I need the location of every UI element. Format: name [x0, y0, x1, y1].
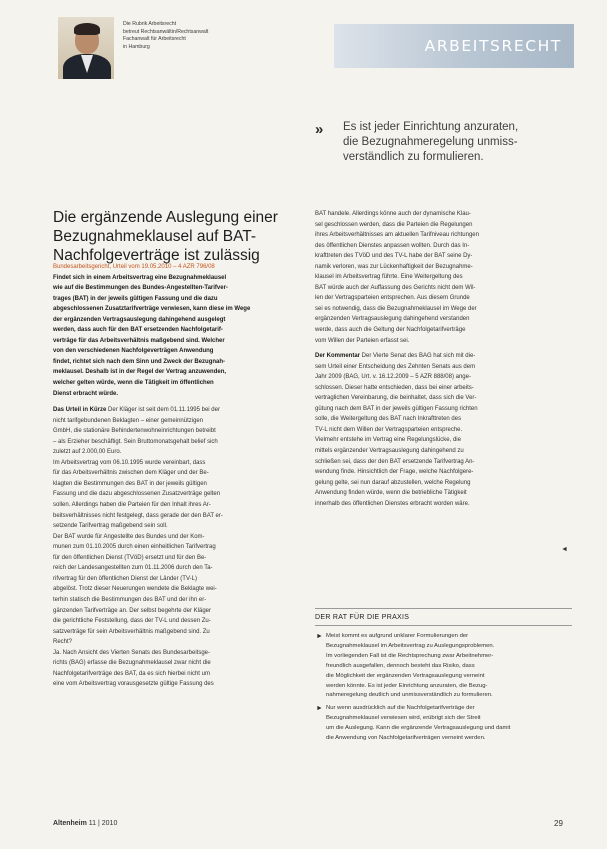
page-number: 29 [554, 819, 563, 828]
article-title [53, 208, 315, 265]
pull-quote-line: verständlich zu formulieren. [343, 151, 484, 163]
body-line: krafttreten des TVöD und des TV-L habe der BAT seine Dy- [315, 253, 473, 260]
body-line: ihres Arbeitsverhältnisses am aktuellen Tarifniveau richtungen [315, 232, 479, 239]
author-photo [58, 17, 114, 79]
comment-line: mittels ergänzender Vertragsauslegung dahingehend zu [315, 448, 464, 455]
facts-line: Nachfolgetarifverträge des BAT, da es sich hierbei nicht um [53, 670, 210, 677]
comment-line: Jahr 2009 (BAG, Urt. v. 16.12.2009 – 5 AZR 888/08) ange- [315, 374, 471, 381]
facts-label: Das Urteil in Kürze [53, 407, 107, 414]
praxis-line: Nur wenn ausdrücklich auf die Nachfolgetarifverträge der [326, 705, 475, 712]
quote-marker-icon: » [315, 121, 324, 138]
facts-line: richts (BAG) erfasse die Bezugnahmeklausel zwar nicht die [53, 660, 211, 667]
body-line: ergänzenden Vertragsauslegung dahingehend verstanden [315, 316, 470, 323]
comment-line: wendung finde. Hinsichtlich der Frage, welche Nachfolgere- [315, 469, 474, 476]
facts-line: reich der Landesangestellten zum 01.11.2006 durch den Ta- [53, 565, 213, 572]
comment-line: schlossen. Dieser hatte entschieden, dass bei einer arbeits- [315, 384, 474, 391]
summary-line: von den verschiedenen Nachfolgeverträgen Anwendung [53, 348, 214, 355]
facts-line: eine vom Arbeitsvertrag vorausgesetzte gültige Fassung des [53, 681, 214, 688]
section-banner [334, 24, 574, 68]
comment-label: Der Kommentar [315, 353, 361, 360]
comment-line: schließen sei, dass der den BAT ersetzende Tarifvertrag An- [315, 458, 475, 465]
facts-line: munen zum 01.10.2005 durch einen einheitlichen Tarifvertrag [53, 544, 216, 551]
author-line: Die Rubrik Arbeitsrecht [123, 21, 177, 27]
facts-line: GmbH, die stationäre Behindertenwohneinrichtungen betreibt [53, 428, 216, 435]
body-line: vom Willen der Parteien erfasst sei. [315, 337, 410, 344]
body-line: des öffentlichen Dienstes anpassen wollten. Durch das In- [315, 242, 470, 249]
section-title: ARBEITSRECHT [424, 37, 562, 55]
facts-line: sollen. Allerdings haben die Parteien für den Inhalt ihres Ar- [53, 502, 211, 509]
facts-line: abgelöst. Trotz dieser Neuerungen wendete die Beklagte wei- [53, 586, 217, 593]
comment-line: gütung nach dem BAT in der jeweils gültigen Fassung richten [315, 405, 478, 412]
praxis-top-divider [315, 608, 572, 609]
facts-line: rifvertrag für den öffentlichen Dienst der Länder (TV-L) [53, 575, 197, 582]
summary-line: findet, richtet sich nach dem Sinn und Zweck der Bezugnah- [53, 358, 226, 365]
facts-line: für das Arbeitsverhältnis zwischen dem Kläger und der Be- [53, 470, 209, 477]
facts-line: – als Erzieher beschäftigt. Sein Bruttomonatsgehalt belief sich [53, 438, 218, 445]
body-line: namik verloren, was zur Lückenhaftigkeit der Bezugnahme- [315, 263, 473, 270]
summary [53, 273, 299, 400]
body-line: len der Vertragsparteien entsprechen. Aus diesem Grunde [315, 295, 470, 302]
facts-line: terhin statisch die Bestimmungen des BAT und der ihn er- [53, 596, 207, 603]
summary-line: trages (BAT) in der jeweils gültigen Fassung und die dazu [53, 295, 218, 302]
footer-issue [53, 820, 117, 827]
summary-line: verträge für das Arbeitsverhältnis maßgebend sind. Welcher [53, 337, 225, 344]
praxis-heading-divider [315, 625, 572, 626]
comment-line: gelung gelte, sei nun darauf abzustellen, welche Regelung [315, 479, 471, 486]
praxis-item [315, 632, 572, 701]
title-line: Bezugnahmeklausel auf BAT- [53, 228, 257, 245]
body-line: werde, dass auch die Geltung der Nachfolgetarifverträge [315, 327, 466, 334]
right-column [315, 209, 572, 509]
body-line: sel geschlossen werden, dass die Parteien die Regelungen [315, 221, 473, 228]
author-info [123, 21, 218, 51]
body-line: klausel im Arbeitsvertrag führte. Eine Weitergeltung des [315, 274, 463, 281]
facts-line: satzverträge für sein Arbeitsverhältnis maßgebend sind. Zu [53, 628, 210, 635]
facts-line: Ja. Nach Ansicht des Vierten Senats des Bundesarbeitsge- [53, 649, 210, 656]
issue-number: 11 | 2010 [86, 820, 118, 827]
facts-line: Der BAT wurde für Angestellte des Bundes und der Kom- [53, 533, 205, 540]
body-line: sei es notwendig, dass die Bezugnahmeklausel im Wege der [315, 305, 477, 312]
facts-line: gänzenden Tarifverträge an. Der selbst begehrte der Kläger [53, 607, 211, 614]
summary-line: werden, dass auch für den BAT ersetzenden Nachfolgetarif- [53, 327, 223, 334]
summary-line: abgeschlossenen Zusatztarifverträge verwiesen, kann diese im Wege [53, 306, 251, 313]
comment-paragraph [315, 351, 572, 509]
pull-quote-line: die Bezugnahmeregelung unmiss- [343, 136, 518, 148]
left-column [53, 262, 299, 690]
body-line: BAT würde auch der Auffassung des Gerichts nicht dem Wil- [315, 284, 476, 291]
facts-line: setzende Tarifvertrag maßgebend sein soll. [53, 523, 168, 530]
title-line: Nachfolgeverträge ist zulässig [53, 247, 260, 264]
pull-quote-line: Es ist jeder Einrichtung anzuraten, [343, 121, 519, 133]
bullet-arrow-icon: ► [316, 705, 323, 713]
praxis-line: Im vorliegenden Fall ist die Rechtsprechung zwar Arbeitnehmer- [326, 652, 494, 659]
continuation-paragraph [315, 209, 572, 346]
facts-line: klagten die Bestimmungen des BAT in der jeweils gültigen [53, 480, 207, 487]
magazine-name: Altenheim [53, 820, 87, 827]
praxis-line: Meist kommt es aufgrund unklarer Formulierungen der [326, 633, 469, 639]
facts-line: die gerichtliche Feststellung, dass der TV-L und dessen Zu- [53, 618, 211, 625]
comment-line: Der Kommentar Der Vierte Senat des BAG hat sich mit die- [315, 353, 476, 360]
author-line: in Hamburg [123, 43, 150, 50]
comment-line: Anwendung finden würde, wenn die betriebliche Tätigkeit [315, 490, 467, 497]
facts-line: für den öffentlichen Dienst (TVöD) ersetzt und für den Be- [53, 554, 207, 561]
body-line: BAT handele. Allerdings könne auch der dynamische Klau- [315, 211, 471, 217]
author-line: Fachanwalt für Arbeitsrecht [123, 36, 186, 43]
praxis-line: um die Auslegung. Kann die ergänzende Vertragsauslegung und damit [326, 725, 511, 732]
bullet-arrow-icon: ► [316, 633, 323, 640]
comment-line: innerhalb des öffentlichen Dienstes erbracht worden wäre. [315, 500, 470, 507]
author-line: betreut Rechtsanwältin/Rechtsanwalt [123, 28, 209, 35]
article-end-icon: ◄ [561, 546, 568, 553]
facts-paragraph [53, 405, 299, 690]
summary-line: welcher gelten würde, wenn die Tätigkeit im öffentlichen [53, 380, 214, 387]
facts-line: Fassung und die dazu abgeschlossenen Zusatzverträge gelten [53, 491, 221, 498]
praxis-line: werden könnte. Es ist jeder Einrichtung anzuraten, die Bezug- [326, 682, 488, 689]
praxis-line: die Möglichkeit der ergänzenden Vertragsauslegung verneint [326, 672, 485, 679]
comment-line: vertraglichen Vereinbarung, die beinhaltet, dass sich die Ver- [315, 395, 477, 402]
summary-line: Dienst erbracht würde. [53, 390, 119, 397]
praxis-line: die Anwendung von Nachfolgetarifverträgen verneint werden. [326, 735, 486, 742]
facts-line: Recht? [53, 639, 73, 646]
facts-line: nicht tarifgebundenen Beklagten – einer gemeinnützigen [53, 417, 204, 424]
praxis-line: Bezugnahmeklausel verwiesen wird, erübrigt sich der Streit [326, 715, 481, 722]
comment-line: TV-L nicht dem Willen der Vertragsparteien entspreche. [315, 426, 463, 433]
pull-quote [343, 120, 573, 165]
summary-line: der ergänzenden Vertragsauslegung dahingehend ausgelegt [53, 316, 226, 323]
summary-line: Findet sich in einem Arbeitsvertrag eine Bezugnahmeklausel [53, 274, 227, 281]
praxis-line: freundlich ausgefallen, dennoch besteht das Risiko, dass [326, 662, 475, 669]
comment-line: solle, die Weitergeltung des BAT nach Inkrafttreten des [315, 416, 462, 423]
facts-line: zuletzt auf 2.000,00 Euro. [53, 449, 122, 456]
title-line: Die ergänzende Auslegung einer [53, 209, 278, 226]
praxis-heading: DER RAT FÜR DIE PRAXIS [315, 614, 410, 621]
comment-line: Vielmehr entstehe im Vertrag eine Regelungslücke, die [315, 437, 461, 444]
court-reference: Bundesarbeitsgericht, Urteil vom 19.05.2010 – 4 AZR 796/08 [53, 264, 215, 270]
facts-line: beitsverhältnisses nicht festgelegt, dass gerade der den BAT er- [53, 512, 223, 519]
praxis-item [315, 704, 572, 744]
praxis-line: Bezugnahmeklausel im Arbeitsvertrag zu Auslegungsproblemen. [326, 642, 495, 649]
facts-line: Das Urteil in Kürze Der Kläger ist seit dem 01.11.1995 bei der [53, 407, 220, 414]
facts-line: Im Arbeitsvertrag vom 06.10.1995 wurde vereinbart, dass [53, 459, 206, 466]
summary-line: meklausel. Deshalb ist in der Regel der Vertrag anzuwenden, [53, 369, 227, 376]
praxis-box [315, 632, 572, 744]
comment-line: sem Urteil einer Entscheidung des Zehnten Senats aus dem [315, 363, 476, 370]
summary-line: wie auf die Bestimmungen des Bundes-Angestellten-Tarifver- [53, 285, 228, 292]
praxis-line: nahmeregelung deutlich und unmissverständlich zu formulieren. [326, 692, 493, 699]
